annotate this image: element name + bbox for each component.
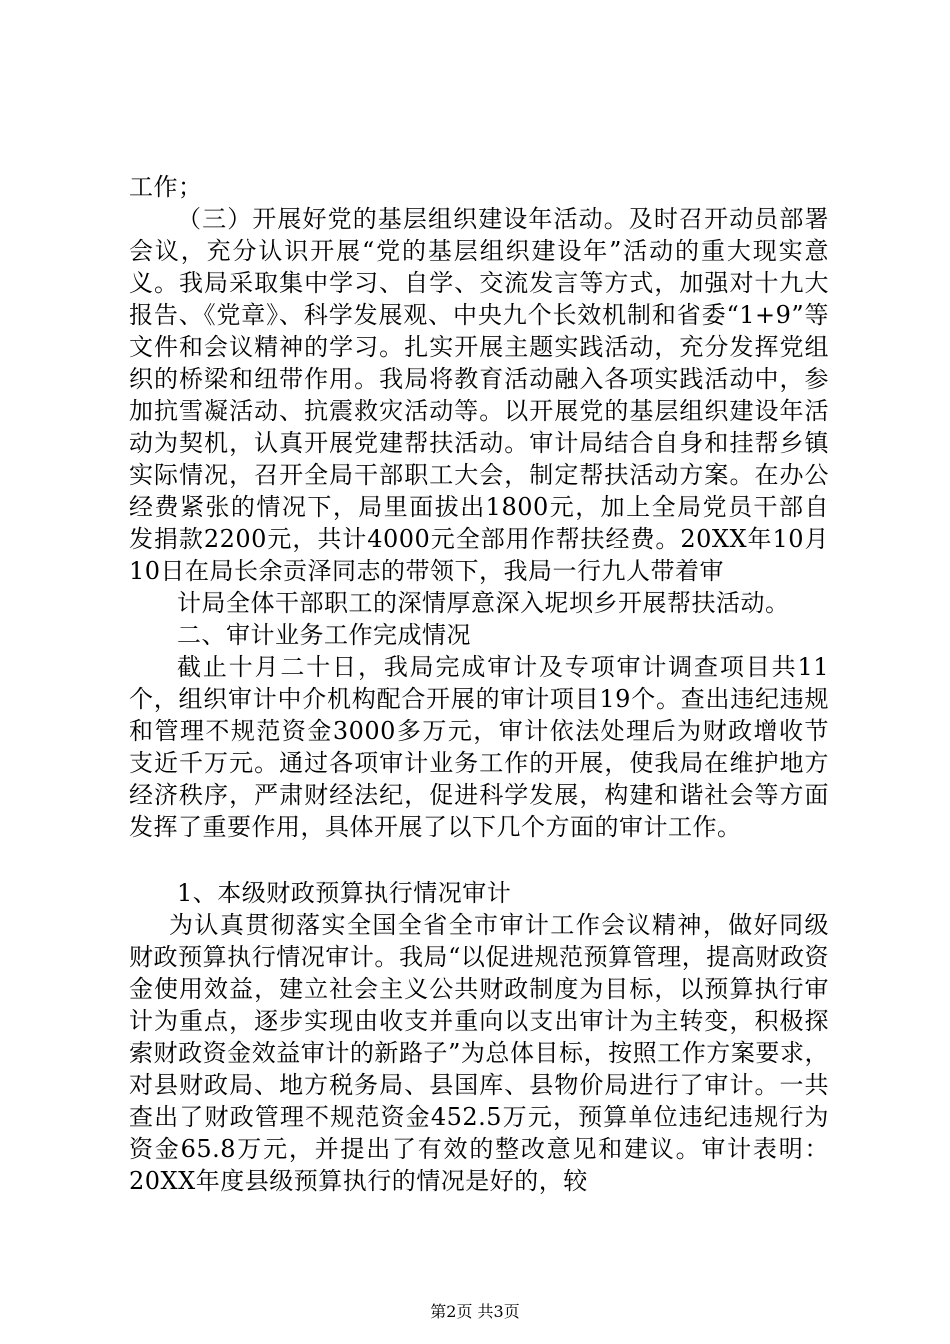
paragraph-budget-audit: 为认真贯彻落实全国全省全市审计工作会议精神，做好同级财政预算执行情况审计。我局“以促进规范预算管理，提高财政资金使用效益，建立社会主义公共财政制度为目标，以预算执行审计为重点，逐步实现由收支并重向以支出审计为主转变，积极探索财政资金效益审计的新路子”为总体目标，按照工作方案要求，对县财政局、地方税务局、县国库、县物价局进行了审计。一共查出了财政管理不规范资金452.5万元，预算单位违纪违规行为资金65.8万元，并提出了有效的整改意见和建议。审计表明：20XX年度县级预算执行的情况是好的，较: [129, 911, 829, 1195]
document-body: [129, 171, 829, 1197]
paragraph-party-building-end: 计局全体干部职工的深情厚意深入坭坝乡开展帮扶活动。: [177, 589, 790, 617]
page-footer: 第2页 共3页: [430, 1302, 520, 1321]
subsection-heading-budget-audit: 1、本级财政预算执行情况审计: [177, 879, 512, 907]
paragraph-party-building: （三）开展好党的基层组织建设年活动。及时召开动员部署会议，充分认识开展“党的基层组织建设年”活动的重大现实意义。我局采取集中学习、自学、交流发言等方式，加强对十九大报告、《党章》、科学发展观、中央九个长效机制和省委“1+9”等文件和会议精神的学习。扎实开展主题实践活动，充分发挥党组织的桥梁和纽带作用。我局将教育活动融入各项实践活动中，参加抗雪凝活动、抗震救灾活动等。以开展党的基层组织建设年活动为契机，认真开展党建帮扶活动。审计局结合自身和挂帮乡镇实际情况，召开全局干部职工大会，制定帮扶活动方案。在办公经费紧张的情况下，局里面拔出1800元，加上全局党员干部自发捐款2200元，共计4000元全部用作帮扶经费。20XX年10月10日在局长余贡泽同志的带领下，我局一行九人带着审: [129, 205, 829, 585]
section-heading-audit-work: 二、审计业务工作完成情况: [177, 621, 471, 649]
paragraph-continuation: 工作；: [129, 173, 203, 201]
paragraph-audit-summary: 截止十月二十日，我局完成审计及专项审计调查项目共11个，组织审计中介机构配合开展的审计项目19个。查出违纪违规和管理不规范资金3000多万元，审计依法处理后为财政增收节支近千万元。通过各项审计业务工作的开展，使我局在维护地方经济秩序，严肃财经法纪，促进科学发展，构建和谐社会等方面发挥了重要作用，具体开展了以下几个方面的审计工作。: [129, 653, 829, 841]
paragraph-gap: [129, 843, 829, 877]
